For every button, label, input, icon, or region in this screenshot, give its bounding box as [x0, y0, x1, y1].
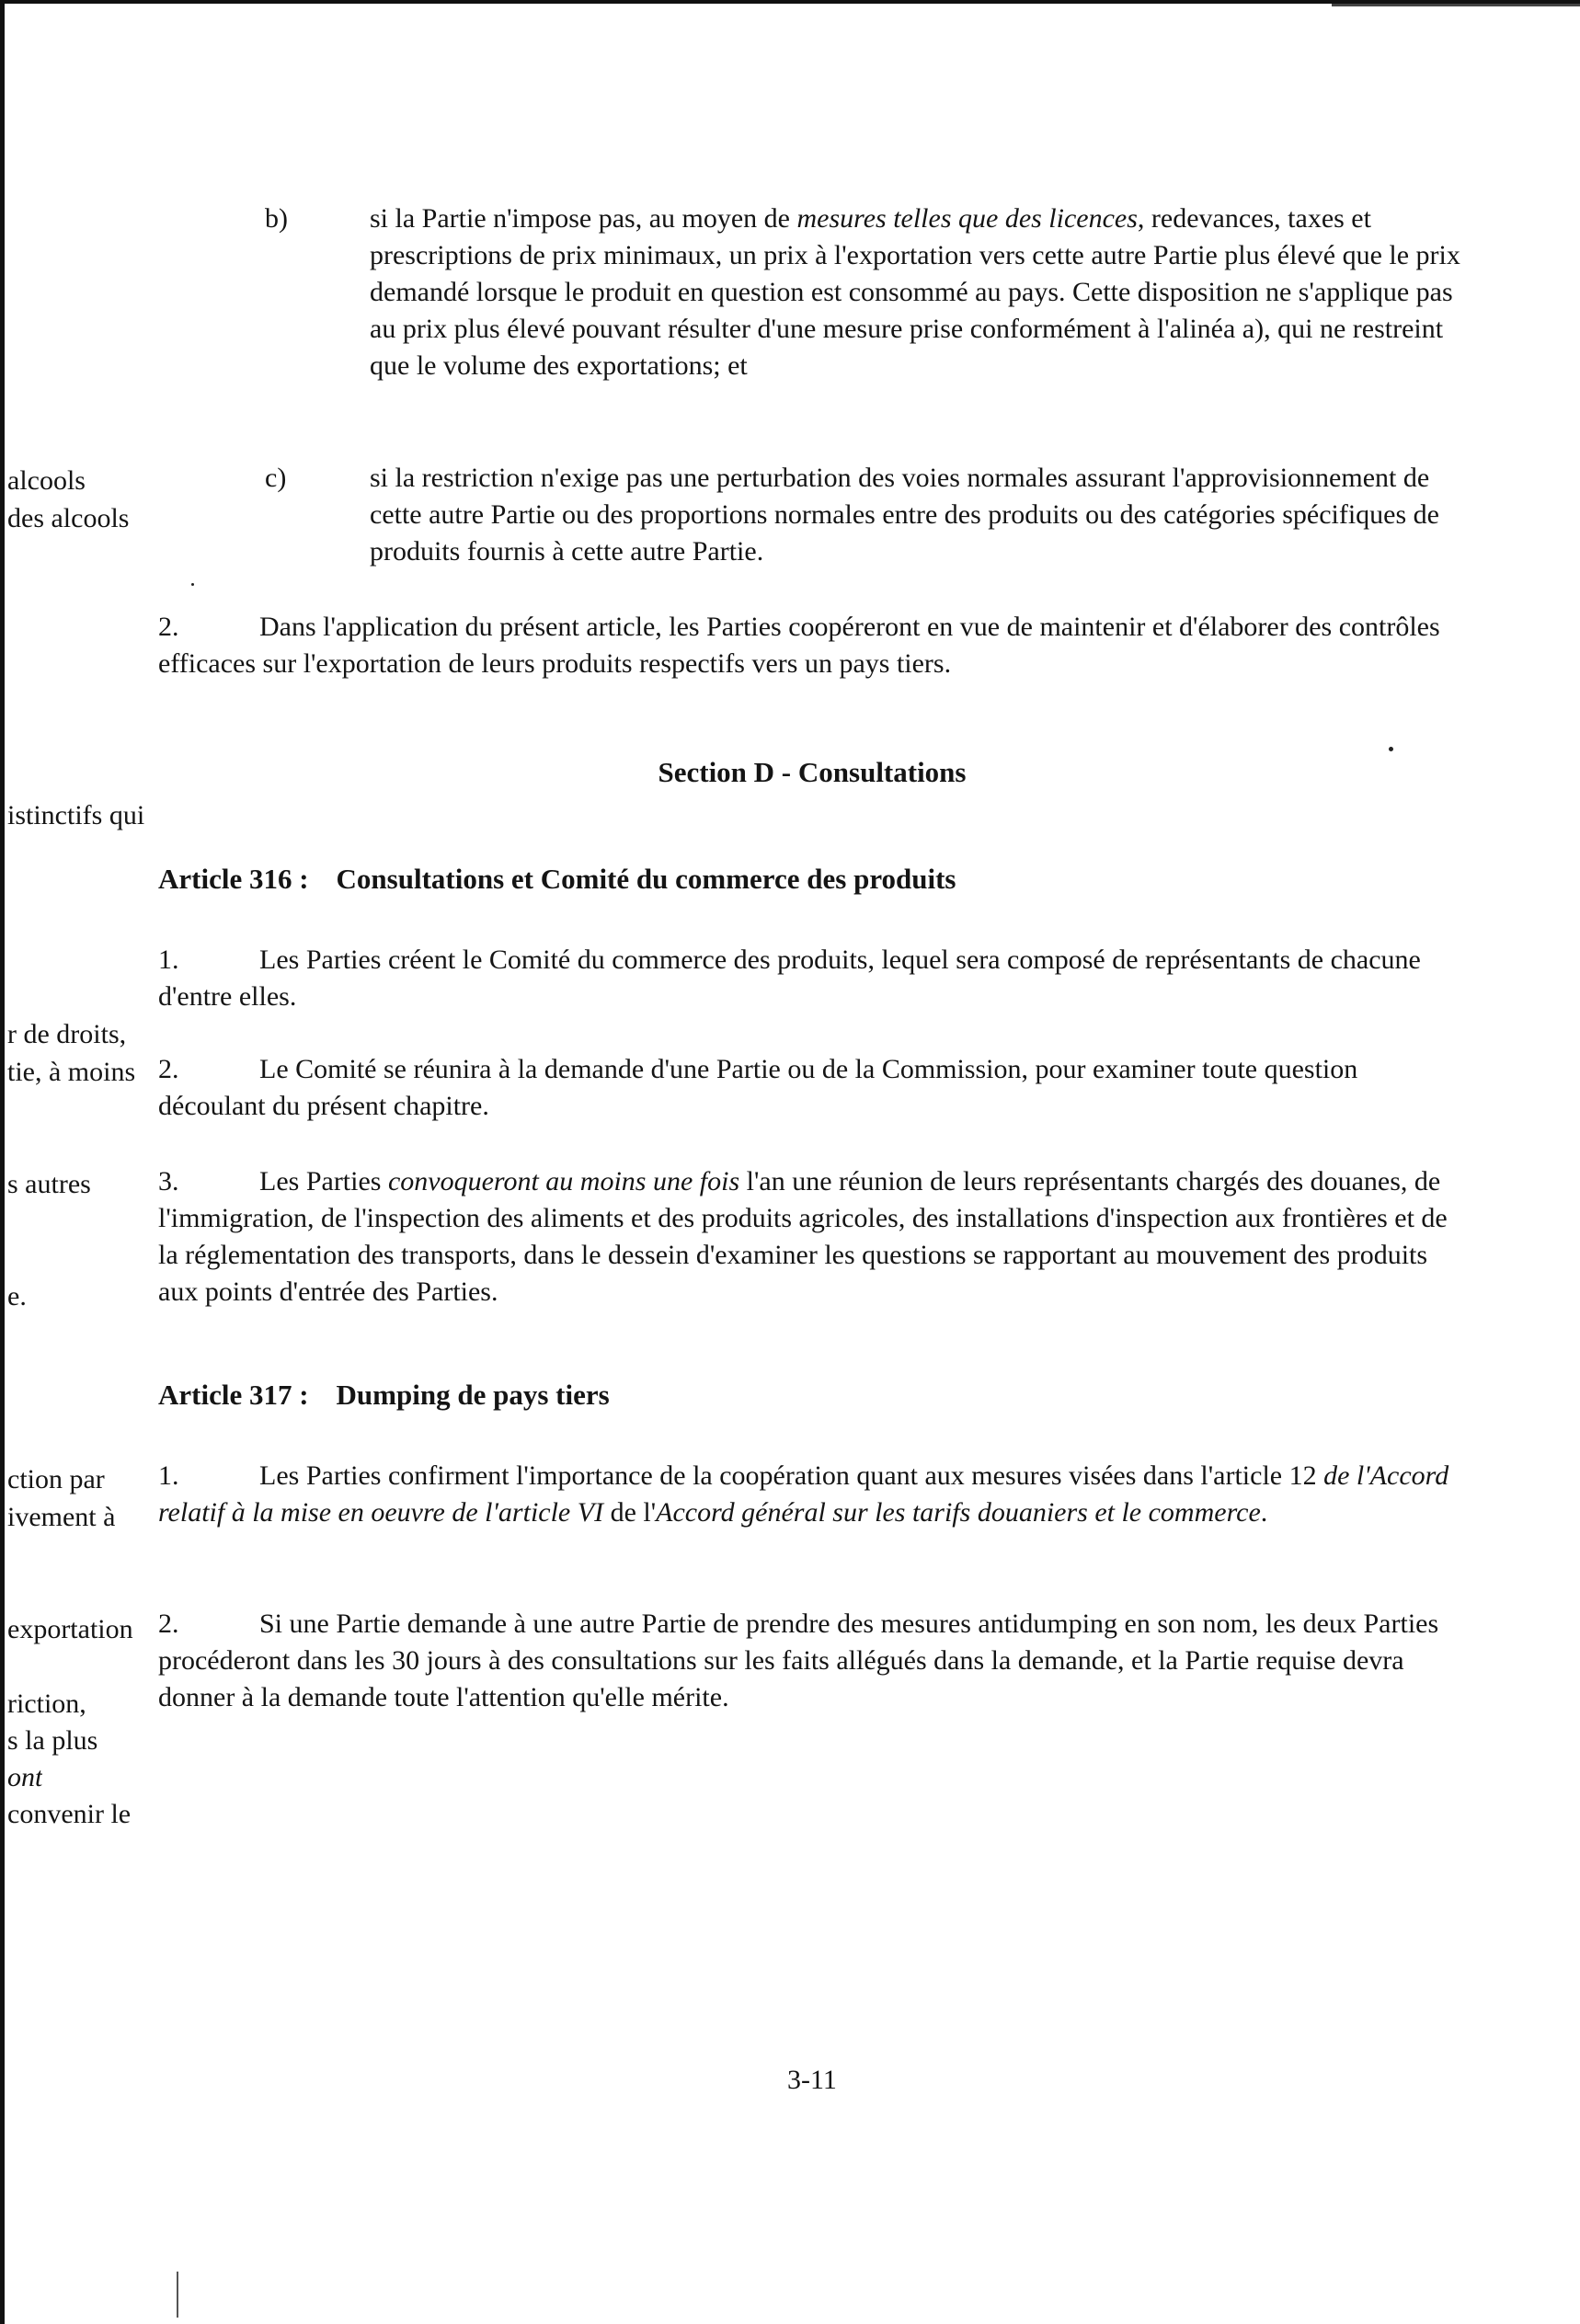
margin-note: riction,: [7, 1689, 86, 1719]
margin-note: tie, à moins: [7, 1057, 136, 1087]
scan-top-border-right: [1332, 4, 1580, 6]
article-title: Dumping de pays tiers: [336, 1379, 610, 1411]
margin-note: ont: [7, 1762, 43, 1792]
paragraph-number: 1.: [158, 1460, 179, 1491]
paragraph-number: 3.: [158, 1166, 179, 1196]
paragraph-number: 2.: [158, 612, 179, 642]
article-317-paragraph-1: 1. Les Parties confirment l'importance de la coopération quant aux mesures visées dans l'article 12 de l'Accord relatif à la mise en oeuvre de l'article VI de l'Accord général sur les tarifs douaniers et le commerce.: [158, 1458, 1457, 1531]
margin-note: istinctifs qui: [7, 800, 145, 830]
article-label: Article 317 :: [158, 1379, 309, 1411]
margin-note: r de droits,: [7, 1019, 127, 1049]
paragraph-2: 2. Dans l'application du présent article, les Parties coopéreront en vue de maintenir et d'élaborer des contrôles efficaces sur l'exportation de leurs produits respectifs vers un pays tiers.: [158, 609, 1457, 682]
paragraph-number: 1.: [158, 944, 179, 975]
margin-note: convenir le: [7, 1799, 132, 1829]
margin-note: e.: [7, 1281, 27, 1311]
scan-left-border: [0, 0, 5, 2324]
article-316-heading: [158, 861, 956, 898]
article-316-paragraph-1: 1. Les Parties créent le Comité du commerce des produits, lequel sera composé de représentants de chacune d'entre elles.: [158, 942, 1457, 1015]
article-317-paragraph-2: 2. Si une Partie demande à une autre Partie de prendre des mesures antidumping en son nom, les deux Parties procéderont dans les 30 jours à des consultations sur les faits allégués dans la demande, et la Partie requise devra donner à la demande toute l'attention qu'elle mérite.: [158, 1606, 1457, 1716]
article-316-paragraph-2: 2. Le Comité se réunira à la demande d'une Partie ou de la Commission, pour examiner toute question découlant du présent chapitre.: [158, 1051, 1457, 1125]
article-316-paragraph-3: 3. Les Parties convoqueront au moins une fois l'an une réunion de leurs représentants chargés des douanes, de l'immigration, de l'inspection des aliments et des produits agricoles, des installations d'inspection aux frontières et de la réglementation des transports, dans le dessein d'examiner les questions se rapportant au mouvement des produits aux points d'entrée des Parties.: [158, 1163, 1457, 1311]
section-title: Section D - Consultations: [658, 756, 967, 788]
page-number: 3-11: [787, 2065, 837, 2095]
margin-note: alcools: [7, 465, 86, 496]
margin-note: s autres: [7, 1169, 91, 1199]
article-317-heading: [158, 1377, 610, 1414]
scan-speck: [1389, 747, 1393, 751]
article-title: Consultations et Comité du commerce des produits: [336, 863, 956, 895]
margin-note: ivement à: [7, 1502, 116, 1532]
paragraph-number: 2.: [158, 1054, 179, 1084]
scan-speck: [191, 583, 194, 586]
margin-note: des alcools: [7, 503, 130, 533]
item-b-text: si la Partie n'impose pas, au moyen de mesures telles que des licences, redevances, taxes et prescriptions de prix minimaux, un prix à l'exportation vers cette autre Partie plus élevé que le prix demandé lorsque le produit en question est consommé au pays. Cette disposition ne s'applique pas au prix plus élevé pouvant résulter d'une mesure prise conformément à l'alinéa a), qui ne restreint que le volume des exportations; et: [370, 203, 1460, 381]
margin-note: exportation: [7, 1614, 133, 1644]
scan-mark: [177, 2272, 178, 2318]
margin-note: ction par: [7, 1464, 105, 1494]
margin-note: s la plus: [7, 1725, 98, 1756]
item-b-label: b): [265, 203, 288, 234]
paragraph-number: 2.: [158, 1608, 179, 1639]
item-c-label: c): [265, 463, 287, 493]
item-c-text: si la restriction n'exige pas une perturbation des voies normales assurant l'approvisionnement de cette autre Partie ou des proportions normales entre des produits ou des catégories spécifiques de produits fournis à cette autre Partie.: [370, 463, 1439, 567]
article-label: Article 316 :: [158, 863, 309, 895]
